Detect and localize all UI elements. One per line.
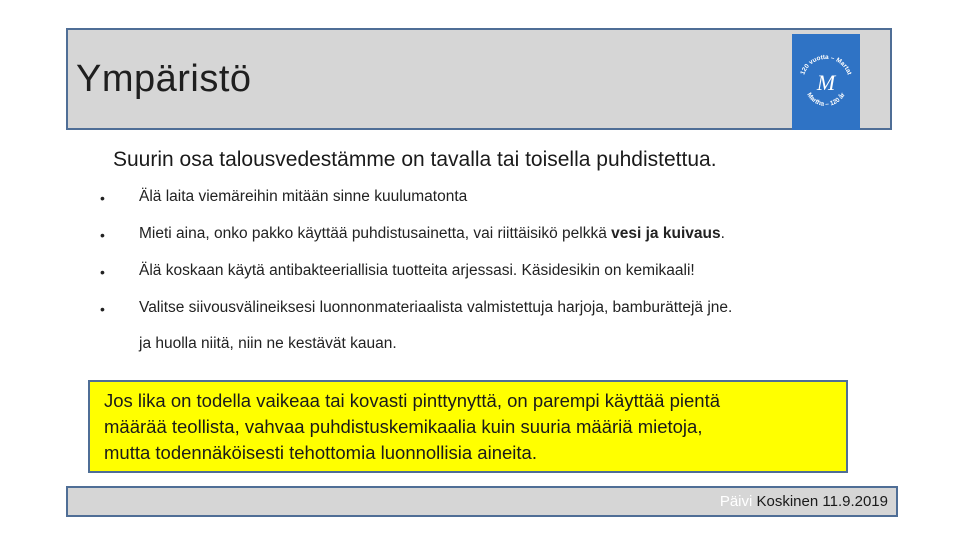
logo-text-top: 120 vuotta – Martat xyxy=(799,53,853,76)
bullet-dot: • xyxy=(100,301,105,317)
slide-title: Ympäristö xyxy=(76,58,252,100)
bullet-dot: • xyxy=(100,190,105,206)
footer-bar xyxy=(66,486,898,517)
logo-text-bottom: Martha – 120 år xyxy=(805,91,847,109)
title-bar xyxy=(66,28,892,130)
footer-credit xyxy=(720,493,888,510)
logo-monogram: M xyxy=(816,70,836,95)
note-line: määrää teollista, vahvaa puhdistuskemikaalia kuin suuria määriä mietoja, xyxy=(104,416,703,437)
lead-sentence: Suurin osa talousvedestämme on tavalla tai toisella puhdistettua. xyxy=(113,148,717,171)
highlight-note xyxy=(88,380,848,473)
author-first-name: Päivi xyxy=(719,493,753,510)
bullet-text: Älä laita viemäreihin mitään sinne kuulumatonta xyxy=(139,188,468,205)
note-line: Jos lika on todella vaikeaa tai kovasti pinttynyttä, on parempi käyttää pientä xyxy=(104,390,720,411)
logo-emblem xyxy=(795,51,857,113)
logo-graphic xyxy=(795,51,857,113)
bullet-text: Valitse siivousvälineiksesi luonnonmateriaalista valmistettuja harjoja, bamburättejä jne. xyxy=(139,299,733,316)
bold-phrase: vesi ja kuivaus xyxy=(611,225,721,242)
bullet-continuation: ja huolla niitä, niin ne kestävät kauan. xyxy=(139,335,397,352)
bullet-text: Älä koskaan käytä antibakteeriallisia tuotteita arjessasi. Käsidesikin on kemikaali! xyxy=(139,262,695,279)
author-and-date: Koskinen 11.9.2019 xyxy=(752,493,888,510)
bullet-text: Mieti aina, onko pakko käyttää puhdistusainetta, vai riittäisikö pelkkä vesi ja kuivaus. xyxy=(139,225,725,242)
bullet-dot: • xyxy=(100,264,105,280)
martat-logo xyxy=(792,34,860,130)
note-line: mutta todennäköisesti tehottomia luonnollisia aineita. xyxy=(104,442,537,463)
bullet-dot: • xyxy=(100,227,105,243)
